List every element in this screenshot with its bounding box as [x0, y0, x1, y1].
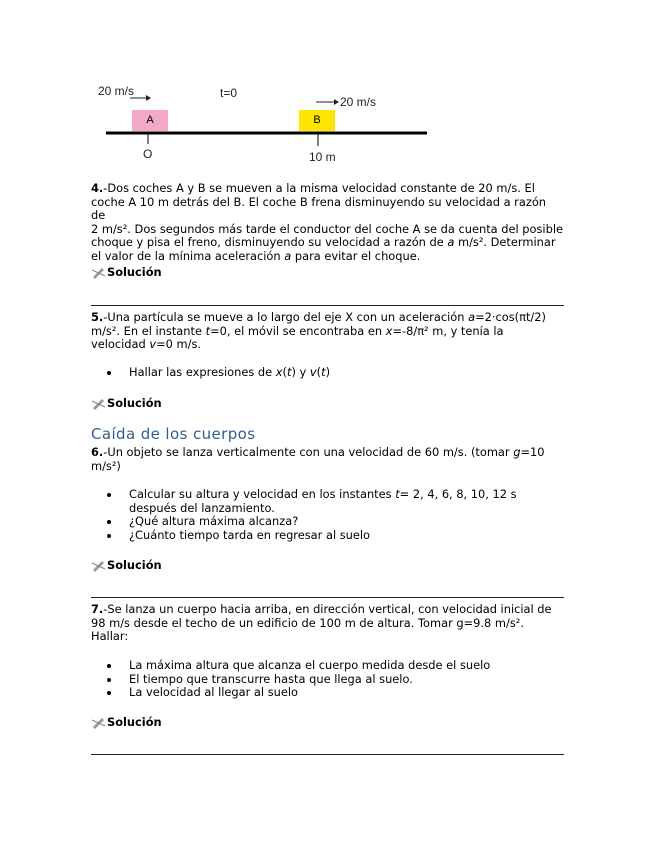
problem-5-line: velocidad	[91, 337, 150, 352]
time-label: t=0	[220, 86, 238, 100]
problem-7-list	[91, 659, 601, 700]
problem-4-line: 2 m/s². Dos segundos más tarde el conductor del coche A se da cuenta del posible	[91, 221, 563, 236]
problem-4-line: para evitar el choque.	[291, 248, 421, 263]
problem-6-line: =10	[520, 445, 545, 459]
problem-7-line: Hallar:	[91, 629, 129, 644]
divider	[91, 597, 564, 598]
problem-7-line: -Se lanza un cuerpo hacia arriba, en dirección vertical, con velocidad inicial de	[103, 602, 552, 616]
problem-6	[91, 446, 563, 473]
var-v: v	[149, 337, 157, 352]
solution-link-5[interactable]	[91, 396, 162, 410]
problem-4-line: coche A 10 m detrás del B. El coche B frena disminuyendo su velocidad a razón de	[91, 194, 547, 223]
pencil-icon	[91, 716, 106, 729]
solution-link-6[interactable]	[91, 558, 162, 572]
problem-4-line: m/s². Determinar	[454, 235, 556, 250]
list-item: La velocidad al llegar al suelo	[129, 686, 601, 700]
solution-label: Solución	[107, 265, 162, 279]
problem-5-number: 5.	[91, 310, 104, 324]
problem-4-line: choque y pisa el freno, disminuyendo su velocidad a razón de	[91, 235, 448, 250]
motion-diagram	[90, 80, 450, 170]
problem-7-line: 98 m/s desde el techo de un edificio de 100 m de altura. Tomar g=9.8 m/s².	[91, 615, 524, 630]
block-a: A	[132, 110, 168, 131]
problem-5-line: -Una partícula se mueve a lo largo del eje X con un aceleración	[103, 310, 469, 324]
problem-4	[91, 182, 563, 264]
problem-5-line: =2·cos(πt/2)	[475, 310, 546, 324]
list-item: El tiempo que transcurre hasta que llega al suelo.	[129, 673, 601, 687]
list-item: Calcular su altura y velocidad en los instantes t= 2, 4, 6, 8, 10, 12 s después del lanzamiento.	[129, 488, 601, 515]
velocity-arrow-b-head	[334, 99, 339, 105]
pencil-icon	[91, 559, 106, 572]
speed-b-label: 20 m/s	[340, 95, 377, 109]
solution-label: Solución	[107, 715, 162, 729]
problem-5	[91, 311, 563, 352]
section-heading: Caída de los cuerpos	[91, 425, 256, 443]
velocity-arrow-a-head	[146, 95, 151, 101]
pencil-icon	[91, 266, 106, 279]
solution-link-4[interactable]	[91, 265, 162, 279]
distance-label: 10 m	[309, 150, 336, 164]
problem-7	[91, 603, 563, 644]
problem-4-line: -Dos coches A y B se mueven a la misma velocidad constante de 20 m/s. El	[103, 181, 535, 195]
problem-5-line: =-8/π² m, y tenía la	[392, 323, 504, 338]
var-t: t	[205, 323, 211, 338]
divider	[91, 754, 564, 755]
list-item: La máxima altura que alcanza el cuerpo medida desde el suelo	[129, 659, 601, 673]
problem-4-number: 4.	[91, 181, 104, 195]
list-item: Hallar las expresiones de x(t) y v(t)	[129, 366, 601, 380]
var-x: x	[385, 323, 393, 338]
solution-label: Solución	[107, 558, 162, 572]
problem-7-number: 7.	[91, 602, 104, 616]
var-g: g	[513, 445, 521, 459]
problem-5-line: =0, el móvil se encontraba en	[210, 323, 386, 338]
problem-4-line: el valor de la mínima aceleración	[91, 248, 285, 263]
list-item: ¿Qué altura máxima alcanza?	[129, 515, 601, 529]
origin-label: O	[143, 147, 153, 161]
problem-6-number: 6.	[91, 445, 104, 459]
speed-a-label: 20 m/s	[98, 84, 135, 98]
var-a: a	[447, 235, 455, 250]
pencil-icon	[91, 397, 106, 410]
problem-5-line: =0 m/s.	[156, 337, 202, 352]
var-a: a	[284, 248, 292, 263]
list-item: ¿Cuánto tiempo tarda en regresar al suelo	[129, 529, 601, 543]
var-a: a	[468, 310, 476, 324]
problem-5-list	[91, 366, 601, 380]
problem-6-line: m/s²)	[91, 458, 121, 473]
block-b: B	[299, 110, 335, 131]
problem-6-line: -Un objeto se lanza verticalmente con una velocidad de 60 m/s. (tomar	[103, 445, 514, 459]
divider	[91, 305, 564, 306]
solution-label: Solución	[107, 396, 162, 410]
solution-link-7[interactable]	[91, 715, 162, 729]
problem-6-list	[91, 488, 601, 542]
problem-5-line: m/s². En el instante	[91, 323, 206, 338]
